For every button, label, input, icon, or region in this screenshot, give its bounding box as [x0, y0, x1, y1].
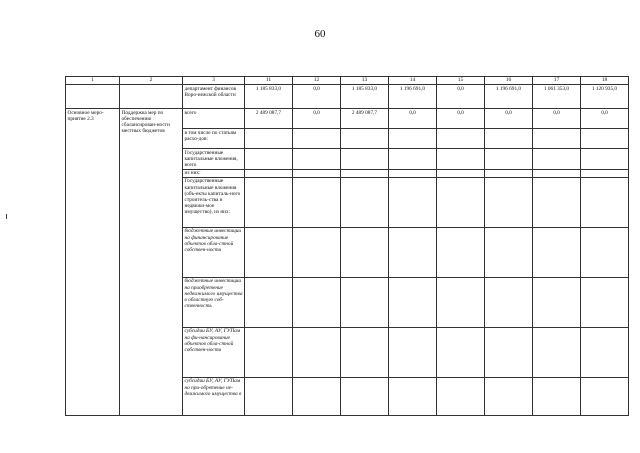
- value-cell: [389, 327, 437, 377]
- value-cell: [533, 177, 581, 227]
- value-cell: [437, 327, 485, 377]
- value-cell: [245, 227, 293, 277]
- table-row: [66, 109, 629, 129]
- value-cell: [437, 227, 485, 277]
- value-cell: [245, 177, 293, 227]
- column-header: 1: [66, 77, 120, 85]
- value-cell: [581, 377, 629, 415]
- value-cell: [293, 177, 341, 227]
- value-cell: [581, 227, 629, 277]
- funding-source-cell: Государственные капитальные вложения, всего: [183, 149, 245, 170]
- value-cell: [581, 277, 629, 327]
- value-cell: [293, 377, 341, 415]
- value-cell: [293, 327, 341, 377]
- funding-source-cell: департамент финансов Воро-нежской области: [183, 85, 245, 109]
- value-cell: [389, 149, 437, 170]
- value-cell: [581, 129, 629, 149]
- value-cell: [581, 177, 629, 227]
- value-cell: [389, 169, 437, 177]
- column-header: 12: [293, 77, 341, 85]
- value-cell: 1 185 833,0: [245, 85, 293, 109]
- value-cell: 2 489 087,7: [341, 109, 389, 129]
- value-cell: 1 196 691,0: [485, 85, 533, 109]
- column-header: 16: [485, 77, 533, 85]
- value-cell: [341, 227, 389, 277]
- value-cell: 1 185 833,0: [341, 85, 389, 109]
- value-cell: [437, 377, 485, 415]
- value-cell: 0,0: [293, 109, 341, 129]
- value-cell: 0,0: [533, 109, 581, 129]
- value-cell: 0,0: [485, 109, 533, 129]
- funding-source-cell: всего: [183, 109, 245, 129]
- value-cell: [341, 177, 389, 227]
- value-cell: [245, 149, 293, 170]
- funding-source-cell: субсидии БУ, АУ, ГУПам на фи-нансирование объектов обла-стной собствен-ности: [183, 327, 245, 377]
- column-header: 13: [341, 77, 389, 85]
- column-header: 2: [120, 77, 183, 85]
- value-cell: [533, 327, 581, 377]
- column-header: 17: [533, 77, 581, 85]
- value-cell: [341, 169, 389, 177]
- value-cell: [245, 169, 293, 177]
- value-cell: [293, 277, 341, 327]
- value-cell: 0,0: [389, 109, 437, 129]
- value-cell: [437, 277, 485, 327]
- value-cell: [437, 169, 485, 177]
- value-cell: [533, 149, 581, 170]
- table-body: [66, 77, 629, 416]
- value-cell: [533, 277, 581, 327]
- value-cell: [245, 377, 293, 415]
- value-cell: [581, 327, 629, 377]
- value-cell: [293, 149, 341, 170]
- value-cell: [533, 227, 581, 277]
- funding-source-cell: бюджетные инвестиции на финансирование объектов обла-стной собствен-ности: [183, 227, 245, 277]
- value-cell: [389, 377, 437, 415]
- value-cell: 0,0: [437, 109, 485, 129]
- value-cell: 1 120 935,0: [581, 85, 629, 109]
- value-cell: 2 489 087,7: [245, 109, 293, 129]
- value-cell: [341, 149, 389, 170]
- value-cell: [533, 377, 581, 415]
- value-cell: [485, 149, 533, 170]
- value-cell: [245, 277, 293, 327]
- value-cell: [245, 327, 293, 377]
- value-cell: 1 196 691,0: [389, 85, 437, 109]
- value-cell: [485, 327, 533, 377]
- table-row: [66, 85, 629, 109]
- value-cell: [341, 277, 389, 327]
- value-cell: [581, 169, 629, 177]
- value-cell: [341, 129, 389, 149]
- value-cell: [485, 129, 533, 149]
- value-cell: [485, 377, 533, 415]
- value-cell: 0,0: [437, 85, 485, 109]
- value-cell: [533, 169, 581, 177]
- margin-mark: [6, 214, 7, 219]
- value-cell: [437, 129, 485, 149]
- event-name-cell: Основное меро-приятие 2.3: [66, 109, 120, 416]
- value-cell: [437, 177, 485, 227]
- row-name-cell: [66, 85, 120, 109]
- value-cell: 0,0: [581, 109, 629, 129]
- value-cell: 1 061 353,0: [533, 85, 581, 109]
- value-cell: [341, 327, 389, 377]
- value-cell: [293, 129, 341, 149]
- budget-table: [65, 76, 629, 416]
- value-cell: [485, 177, 533, 227]
- funding-source-cell: субсидии БУ, АУ, ГУПам на при-обретение не-движимого имущества в: [183, 377, 245, 415]
- value-cell: [485, 227, 533, 277]
- value-cell: [437, 149, 485, 170]
- funding-source-cell: Государственные капитальные вложения (объ-екты капиталь-ного строитель-ства и недвижи-мое имущество), из них:: [183, 177, 245, 227]
- funding-source-cell: в том числе по статьям расхо-дов:: [183, 129, 245, 149]
- column-header: 11: [245, 77, 293, 85]
- value-cell: 0,0: [293, 85, 341, 109]
- funding-source-cell: из них:: [183, 169, 245, 177]
- column-header: 3: [183, 77, 245, 85]
- value-cell: [293, 169, 341, 177]
- value-cell: [389, 177, 437, 227]
- column-header: 15: [437, 77, 485, 85]
- value-cell: [293, 227, 341, 277]
- funding-source-cell: бюджетные инвестиции на приобретение недвижимого имущества в областную соб-ственность: [183, 277, 245, 327]
- event-description-cell: Поддержка мер по обеспечению сбалансирован-ности местных бюджетов: [120, 109, 183, 416]
- value-cell: [389, 277, 437, 327]
- value-cell: [389, 129, 437, 149]
- value-cell: [485, 169, 533, 177]
- value-cell: [533, 129, 581, 149]
- column-header: 14: [389, 77, 437, 85]
- column-header: 18: [581, 77, 629, 85]
- value-cell: [485, 277, 533, 327]
- value-cell: [341, 377, 389, 415]
- row-description-cell: [120, 85, 183, 109]
- page-number: 60: [314, 28, 326, 40]
- value-cell: [245, 129, 293, 149]
- value-cell: [581, 149, 629, 170]
- header-row: [66, 77, 629, 85]
- value-cell: [389, 227, 437, 277]
